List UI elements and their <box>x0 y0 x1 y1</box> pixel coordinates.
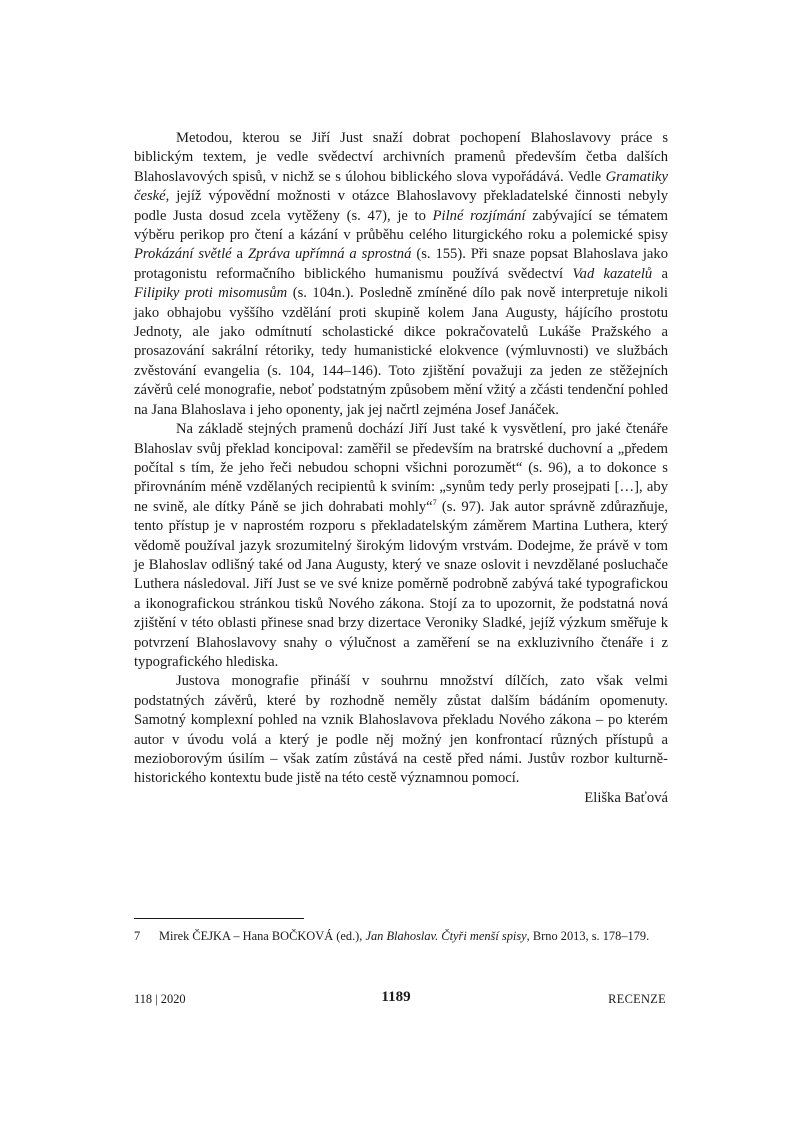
page-number: 1189 <box>381 989 411 1005</box>
italic-title: Pilné rozjímání <box>432 207 526 224</box>
text-run: Na základě stejných pramenů dochází Jiří Just také k vysvětlení, pro jaké čtenáře Blahoslav svůj překlad koncipoval: zaměřil se především na bratrské duchovní a „předem počítal s tím, že jeho řeči nebudou schopni všichni porozumět“ (s. 96), a to dokonce s přirovnáním méně vzdělaných recipientů k sviním: „synům tedy perly prosejpati […], aby ne svině, ale dítky Páně se jich dohrabati mohly“ <box>134 421 668 515</box>
author-signature: Eliška Baťová <box>584 789 668 806</box>
text-run: Metodou, kterou se Jiří Just snaží dobrat pochopení Blahoslavovy práce s biblickým textem, je vedle svědectví archivních pramenů především četba dalších Blahoslavových spisů, v nichž se s úlohou biblického slova vypořádává. Vedle <box>134 130 668 185</box>
text-run: (s. 97). Jak autor správně zdůrazňuje, tento přístup je v naprostém rozporu s překladatelským záměrem Martina Luthera, který vědomě používal jazyk srozumitelný širokým lidovým vrstvám. Dodejme, že právě v tom je Blahoslav odlišný také od Jana Augusty, který ve snaze oslovit i nevzdělané posluchače Luthera následoval. Jiří Just se ve své knize poměrně podrobně zabývá také typografickou a ikonografickou stránkou tisků Nového zákona. Stojí za to upozornit, že podstatná nová zjištění v této oblasti přinese snad brzy dizertace Veroniky Sladké, jejíž výzkum směřuje k potvrzení Blahoslavovy snahy o výlučnost a zaměření se na exkluzivního čtenáře i z typografického hlediska. <box>134 498 668 670</box>
paragraph <box>134 129 668 420</box>
italic-title: Vad kazatelů <box>572 265 653 282</box>
footnote-number: 7 <box>134 929 141 943</box>
footnote-divider <box>134 918 304 919</box>
text-run: (s. 155). Při snaze popsat Blahoslava jako protagonistu reformačního biblického humanismu používá svědectví <box>134 246 669 282</box>
italic-title: Zpráva upřímná a sprostná <box>247 246 412 263</box>
review-body <box>134 129 668 808</box>
italic-title: Jan Blahoslav. Čtyři menší spisy <box>365 929 527 943</box>
italic-title: Gramatiky české <box>134 168 668 205</box>
footnote <box>134 928 674 944</box>
text-run: Mirek ČEJKA – Hana BOČKOVÁ (ed.), <box>159 929 366 943</box>
text-run: a <box>231 246 248 263</box>
text-run: (s. 104n.). Posledně zmíněné dílo pak nově interpretuje nikoli jako obhajobu vyššího vzdělání proti skupině kolem Jana Augusty, hájícího prostotu Jednoty, ale jako odmítnutí scholastické dikce pokračovatelů Lukáše Pražského a prosazování sakrální rétoriky, tedy humanistické elokvence (výmluvnosti) ve službách zvěstování evangelia (s. 104, 144–146). Toto zjištění považuji za jeden ze stěžejních závěrů celé monografie, neboť podstatným způsobem mění vžitý a zčásti tendenční pohled na Jana Blahoslava i jeho oponenty, jak jej načrtl zejména Josef Janáček. <box>134 285 668 418</box>
text-run: a <box>652 265 668 282</box>
section-title: RECENZE <box>608 992 666 1006</box>
italic-title: Prokázání světlé <box>134 246 232 263</box>
text-run: , jejíž výpovědní možnosti v otázce Blahoslavovy překladatelské činnosti nebyly podle Justa dosud zcela vytěženy (s. 47), je to <box>134 188 668 224</box>
paragraph <box>134 420 668 672</box>
text-run: zabývající se tématem výběru perikop pro čtení a kázání v průběhu celého liturgického roku a polemické spisy <box>134 207 669 244</box>
journal-issue: 118 | 2020 <box>134 992 186 1006</box>
italic-title: Filipiky proti misomusům <box>134 285 288 302</box>
footnote-text <box>159 929 649 943</box>
text-run: Justova monografie přináší v souhrnu množství dílčích, zato však velmi podstatných závěrů, které by rozhodně neměly zůstat dalším bádáním opomenuty. Samotný komplexní pohled na vznik Blahoslavova překladu Nového zákona – po kterém autor v úvodu volá a který je podle něj možný jen konfrontací různých přístupů a mezioborovým úsilím – však zatím zůstává na cestě před námi. Justův rozbor kulturně-historického kontextu bude jistě na této cestě významnou pomocí. <box>134 673 668 787</box>
footnote-reference: 7 <box>432 497 437 507</box>
text-run: , Brno 2013, s. 178–179. <box>526 929 650 943</box>
paragraph <box>134 672 668 788</box>
